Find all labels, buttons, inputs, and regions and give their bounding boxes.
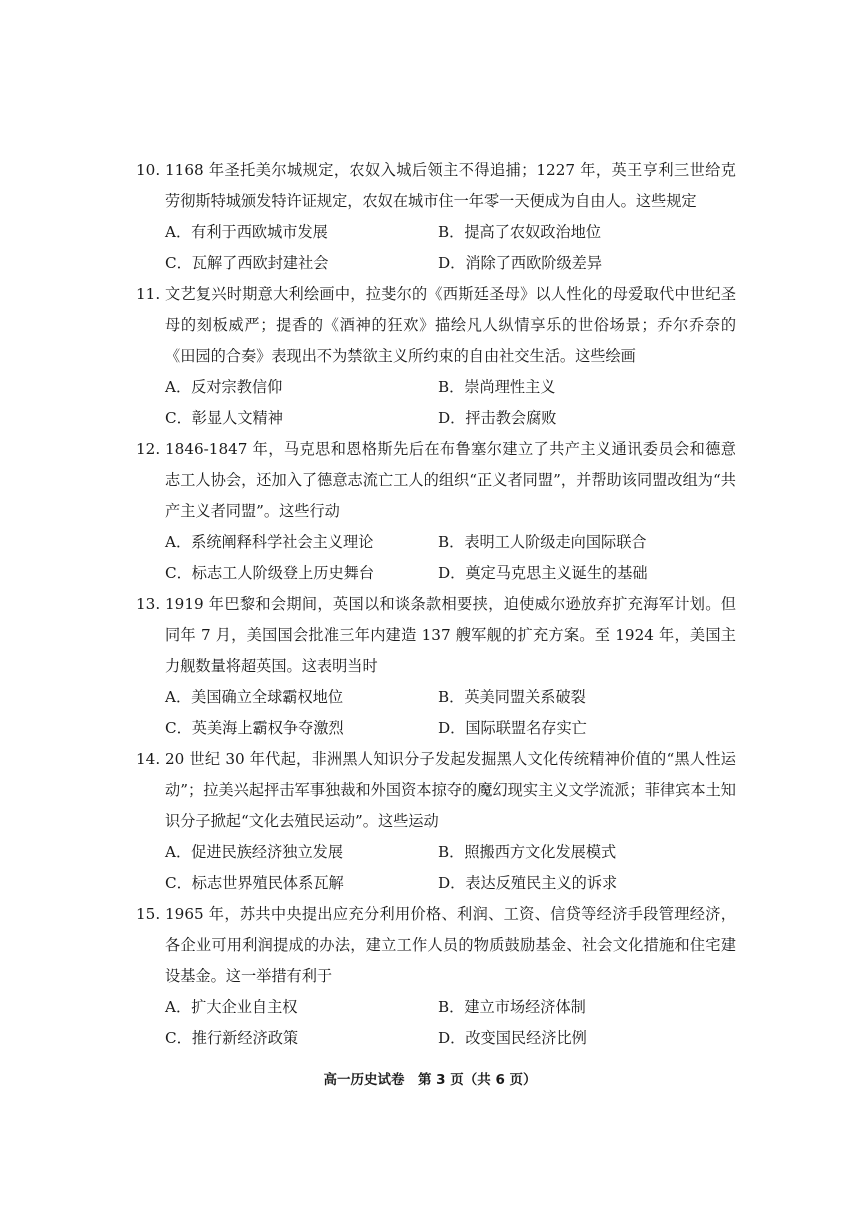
option-a: A．促进民族经济独立发展 [165,843,344,861]
question-stem [136,589,736,682]
question-stem [136,434,736,527]
option-d: D．表达反殖民主义的诉求 [438,874,618,892]
question-13 [136,589,736,744]
question-number: 12. [136,440,161,458]
question-number: 15. [136,905,161,923]
question-text: 1965 年，苏共中央提出应充分利用价格、利润、工资、信贷等经济手段管理经济，各企业可用利润提成的办法，建立工作人员的物质鼓励基金、社会文化措施和住宅建设基金。这一举措有利于 [165,905,736,985]
option-d: D．抨击教会腐败 [438,409,557,427]
question-14 [136,744,736,899]
option-c: C．瓦解了西欧封建社会 [165,254,329,272]
options [165,217,736,279]
options [165,992,736,1054]
option-d: D．国际联盟名存实亡 [438,719,587,737]
question-text: 20 世纪 30 年代起，非洲黑人知识分子发起发掘黑人文化传统精神价值的“黑人性运动”；拉美兴起抨击军事独裁和外国资本掠夺的魔幻现实主义文学流派；菲律宾本土知识分子掀起“文化去殖民运动”。这些运动 [165,750,736,830]
question-number: 10. [136,161,161,179]
question-stem [136,155,736,217]
question-15 [136,899,736,1054]
option-a: A．扩大企业自主权 [165,998,298,1016]
option-b: B．崇尚理性主义 [438,378,556,396]
option-d: D．奠定马克思主义诞生的基础 [438,564,648,582]
question-text: 文艺复兴时期意大利绘画中，拉斐尔的《西斯廷圣母》以人性化的母爱取代中世纪圣母的刻板威严；提香的《酒神的狂欢》描绘凡人纵情享乐的世俗场景；乔尔乔奈的《田园的合奏》表现出不为禁欲主义所约束的自由社交生活。这些绘画 [165,285,736,365]
question-stem [136,279,736,372]
question-number: 13. [136,595,161,613]
options [165,372,736,434]
question-number: 11. [136,285,161,303]
option-c: C．英美海上霸权争夺激烈 [165,719,344,737]
option-b: B．表明工人阶级走向国际联合 [438,533,647,551]
option-a: A．反对宗教信仰 [165,378,283,396]
option-b: B．照搬西方文化发展模式 [438,843,617,861]
option-c: C．推行新经济政策 [165,1029,299,1047]
question-text: 1846-1847 年，马克思和恩格斯先后在布鲁塞尔建立了共产主义通讯委员会和德意志工人协会，还加入了德意志流亡工人的组织“正义者同盟”，并帮助该同盟改组为“共产主义者同盟”。这些行动 [165,440,736,520]
option-a: A．有利于西欧城市发展 [165,223,328,241]
option-c: C．彰显人文精神 [165,409,283,427]
option-a: A．美国确立全球霸权地位 [165,688,344,706]
option-c: C．标志工人阶级登上历史舞台 [165,564,375,582]
page-footer: 高一历史试卷 第 3 页（共 6 页） [323,1072,537,1088]
option-b: B．英美同盟关系破裂 [438,688,586,706]
option-c: C．标志世界殖民体系瓦解 [165,874,344,892]
option-b: B．提高了农奴政治地位 [438,223,602,241]
question-12 [136,434,736,589]
option-d: D．改变国民经济比例 [438,1029,587,1047]
question-10 [136,155,736,279]
question-number: 14. [136,750,161,768]
options [165,682,736,744]
options [165,837,736,899]
option-d: D．消除了西欧阶级差异 [438,254,603,272]
option-a: A．系统阐释科学社会主义理论 [165,533,374,551]
question-11 [136,279,736,434]
question-text: 1168 年圣托美尔城规定，农奴入城后领主不得追捕；1227 年，英王亨利三世给克劳彻斯特城颁发特许证规定，农奴在城市住一年零一天便成为自由人。这些规定 [165,161,736,210]
option-b: B．建立市场经济体制 [438,998,586,1016]
question-stem [136,899,736,992]
question-text: 1919 年巴黎和会期间，英国以和谈条款相要挟，迫使威尔逊放弃扩充海军计划。但同年 7 月，美国国会批准三年内建造 137 艘军舰的扩充方案。至 1924 年，美国主力舰数量将超英国。这表明当时 [165,595,736,675]
options [165,527,736,589]
question-stem [136,744,736,837]
